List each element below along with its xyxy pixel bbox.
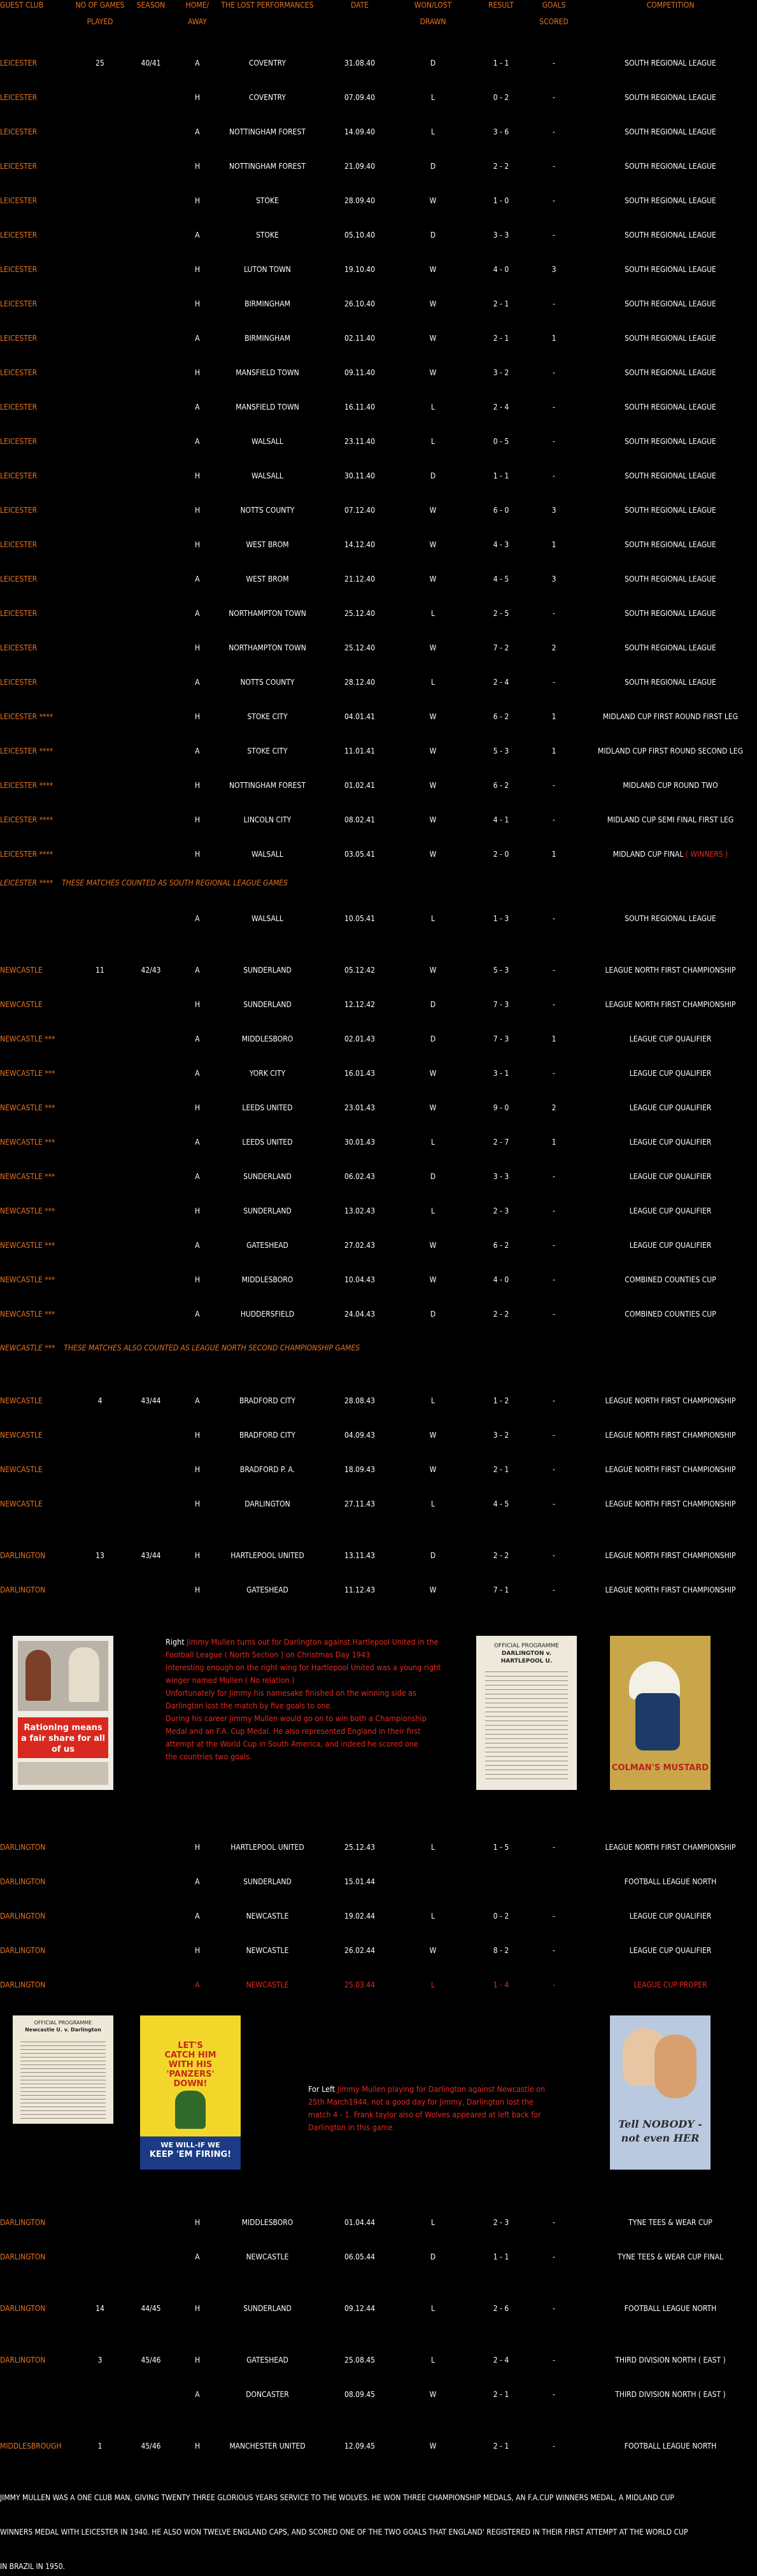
cell-club: DARLINGTON — [0, 1980, 46, 1989]
header-competition: COMPETITION — [646, 1, 695, 10]
table-row: LEICESTER H STOKE 28.09.40 W 1 - 0 - SOUTH REGIONAL LEAGUE — [0, 196, 716, 205]
cell-club: DARLINGTON — [0, 2252, 46, 2261]
cell-club: NEWCASTLE *** — [0, 1138, 55, 1147]
table-row: LEICESTER **** A STOKE CITY 11.01.41 W 5 - 3 1 MIDLAND CUP FIRST ROUND SECOND LEG — [0, 747, 743, 755]
table-row: LEICESTER H BIRMINGHAM 26.10.40 W 2 - 1 - SOUTH REGIONAL LEAGUE — [0, 299, 716, 308]
table-row: NEWCASTLE *** A LEEDS UNITED 30.01.43 L 2 - 7 1 LEAGUE CUP QUALIFIER — [0, 1138, 712, 1147]
table-row: LEICESTER H WALSALL 30.11.40 D 1 - 1 - SOUTH REGIONAL LEAGUE — [0, 471, 716, 480]
cell-club: MIDDLESBROUGH — [0, 2442, 62, 2451]
header-won-lost-2: DRAWN — [420, 17, 446, 26]
table-row: LEICESTER A MANSFIELD TOWN 16.11.40 L 2 - 4 - SOUTH REGIONAL LEAGUE — [0, 403, 716, 411]
cell-club: DARLINGTON — [0, 1585, 46, 1594]
table-row: NEWCASTLE *** A MIDDLESBORO 02.01.43 D 7 - 3 1 LEAGUE CUP QUALIFIER — [0, 1034, 712, 1043]
cell-club: LEICESTER — [0, 231, 38, 240]
header-guest-club: GUEST CLUB — [0, 1, 44, 10]
cell-club: LEICESTER — [0, 127, 38, 136]
caption-left: For Left Jimmy Mullen playing for Darlington against Newcastle on 25th March1944, not a good day for Jimmy, Darlington lost the match 4 - 1. Frank taylor also of Wolves appeared at left back for Darlington in this game. — [308, 2084, 546, 2132]
table-row: NEWCASTLE H BRADFORD CITY 04.09.43 W 3 - 2 - LEAGUE NORTH FIRST CHAMPIONSHIP — [0, 1431, 736, 1440]
cell-club: LEICESTER — [0, 334, 38, 343]
header-date: DATE — [351, 1, 369, 10]
header-goals-1: GOALS — [542, 1, 566, 10]
table-row: DARLINGTON H HARTLEPOOL UNITED 25.12.43 L 1 - 5 - LEAGUE NORTH FIRST CHAMPIONSHIP — [0, 1843, 736, 1852]
header-goals-2: SCORED — [539, 17, 569, 26]
table-row: LEICESTER A WALSALL 23.11.40 L 0 - 5 - SOUTH REGIONAL LEAGUE — [0, 437, 716, 446]
cell-club: LEICESTER **** — [0, 781, 53, 790]
cell-club: LEICESTER — [0, 506, 38, 515]
caption-left-lead: For Left — [308, 2084, 336, 2094]
cell-club: LEICESTER — [0, 678, 38, 687]
programme-darlington-hartlepool: OFFICIAL PROGRAMME DARLINGTON v. HARTLEPOOL U. — [476, 1636, 577, 1790]
cell-club: NEWCASTLE — [0, 1431, 43, 1440]
table-row: LEICESTER A BIRMINGHAM 02.11.40 W 2 - 1 1 SOUTH REGIONAL LEAGUE — [0, 334, 716, 343]
table-row: A WALSALL 10.05.41 L 1 - 3 - SOUTH REGIONAL LEAGUE — [195, 914, 716, 923]
caption-right-lead: Right — [166, 1637, 185, 1647]
note-leicester-text: THESE MATCHES COUNTED AS SOUTH REGIONAL LEAGUE GAMES — [62, 878, 288, 887]
cell-club: LEICESTER — [0, 471, 38, 480]
table-row: LEICESTER **** H LINCOLN CITY 08.02.41 W 4 - 1 - MIDLAND CUP SEMI FINAL FIRST LEG — [0, 815, 734, 824]
footer-line-1: JIMMY MULLEN WAS A ONE CLUB MAN, GIVING TWENTY THREE GLORIOUS YEARS SERVICE TO THE WOLVES. HE WON THREE CHAMPIONSHIP MEDALS, AN F.A.CUP WINNERS MEDAL, A MIDLAND CUP — [0, 2493, 674, 2502]
header-home-away-1: HOME/ — [185, 1, 209, 10]
caption-right: Right Jimmy Mullen turns out for Darlington against Hartlepool United in the Football League ( North Section ) on Christmas Day 1943 Interesting enough on the right wing for Hartlepool United was a young right winger named Mullen ( No relation ) Unfortunately for Jimmy his namesake finished on the winning side as Darlington lost the match by five goals to one. During his career Jimmy Mullen would go on to win both a Championship Medal and an F.A. Cup Medal. He also represented England in their first attempt at the World Cup in South America, and indeed he scored one the countries two goals. — [166, 1637, 441, 1761]
cell-club: LEICESTER — [0, 437, 38, 446]
note-newcastle — [0, 1343, 360, 1352]
header-home-away-2: AWAY — [188, 17, 207, 26]
table-row: DARLINGTON A NEWCASTLE 25.03.44 L 1 - 4 - LEAGUE CUP PROPER — [0, 1980, 707, 1989]
table-row: LEICESTER A WEST BROM 21.12.40 W 4 - 5 3 SOUTH REGIONAL LEAGUE — [0, 575, 716, 583]
cell-club: LEICESTER **** — [0, 850, 53, 859]
table-row: NEWCASTLE *** H LEEDS UNITED 23.01.43 W 9 - 0 2 LEAGUE CUP QUALIFIER — [0, 1103, 712, 1112]
cell-club: LEICESTER — [0, 93, 38, 102]
cell-club: NEWCASTLE *** — [0, 1206, 55, 1215]
table-row: NEWCASTLE 11 42/43 A SUNDERLAND 05.12.42 W 5 - 3 - LEAGUE NORTH FIRST CHAMPIONSHIP — [0, 966, 736, 975]
cell-club: LEICESTER — [0, 59, 38, 68]
cell-club: LEICESTER — [0, 540, 38, 549]
cell-club: NEWCASTLE *** — [0, 1034, 55, 1043]
table-row: DARLINGTON H MIDDLESBORO 01.04.44 L 2 - 3 - TYNE TEES & WEAR CUP — [0, 2218, 712, 2227]
footer-line-2: WINNERS MEDAL WITH LEICESTER IN 1940. HE ALSO WON TWELVE ENGLAND CAPS, AND SCORED ONE OF THE TWO GOALS THAT ENGLAND' REGISTERED IN THEIR FIRST ATTEMPT AT THE WORLD CUP — [0, 2528, 688, 2537]
cell-club: DARLINGTON — [0, 2218, 46, 2227]
cell-club: NEWCASTLE — [0, 1465, 43, 1474]
cell-club: NEWCASTLE *** — [0, 1103, 55, 1112]
cell-club: DARLINGTON — [0, 1912, 46, 1921]
cell-club: NEWCASTLE — [0, 966, 43, 975]
cell-club: NEWCASTLE *** — [0, 1069, 55, 1078]
cell-club: NEWCASTLE — [0, 1396, 43, 1405]
panzers-poster: LET'S CATCH HIM WITH HIS 'PANZERS' DOWN! WE WILL-IF WE KEEP 'EM FIRING! — [140, 2015, 241, 2170]
cell-club: LEICESTER — [0, 196, 38, 205]
table-row: DARLINGTON A SUNDERLAND 15.01.44 FOOTBALL LEAGUE NORTH — [0, 1877, 717, 1886]
cell-club: LEICESTER **** — [0, 815, 53, 824]
table-row: LEICESTER H NOTTS COUNTY 07.12.40 W 6 - 0 3 SOUTH REGIONAL LEAGUE — [0, 506, 716, 515]
cell-club: DARLINGTON — [0, 1877, 46, 1886]
cell-club: LEICESTER — [0, 265, 38, 274]
programme-newcastle-darlington: OFFICIAL PROGRAMME Newcastle U. v. Darlington — [13, 2015, 113, 2124]
cell-club: LEICESTER — [0, 609, 38, 618]
cell-club: DARLINGTON — [0, 1946, 46, 1955]
header-opponents: THE LOST PERFORMANCES — [221, 1, 314, 10]
note-leicester-label: LEICESTER **** — [0, 878, 53, 887]
table-row: DARLINGTON H NEWCASTLE 26.02.44 W 8 - 2 - LEAGUE CUP QUALIFIER — [0, 1946, 712, 1955]
table-row: LEICESTER **** H NOTTINGHAM FOREST 01.02.41 W 6 - 2 - MIDLAND CUP ROUND TWO — [0, 781, 718, 790]
cell-club: NEWCASTLE *** — [0, 1310, 55, 1319]
cell-club: LEICESTER — [0, 299, 38, 308]
cell-club: NEWCASTLE — [0, 1000, 43, 1009]
header-season: SEASON — [136, 1, 166, 10]
cell-club: DARLINGTON — [0, 1843, 46, 1852]
table-row: LEICESTER H WEST BROM 14.12.40 W 4 - 3 1 SOUTH REGIONAL LEAGUE — [0, 540, 716, 549]
table-row: LEICESTER 25 40/41 A COVENTRY 31.08.40 D 1 - 1 - SOUTH REGIONAL LEAGUE — [0, 59, 716, 68]
cell-club: LEICESTER **** — [0, 747, 53, 755]
rationing-poster-text: Rationing means a fair share for all of us — [21, 1723, 105, 1754]
table-row: NEWCASTLE *** A GATESHEAD 27.02.43 W 6 - 2 - LEAGUE CUP QUALIFIER — [0, 1241, 712, 1250]
header-won-lost-1: WON/LOST — [414, 1, 452, 10]
table-row: NEWCASTLE *** A YORK CITY 16.01.43 W 3 - 1 - LEAGUE CUP QUALIFIER — [0, 1069, 712, 1078]
cell-club: LEICESTER **** — [0, 712, 53, 721]
cell-club: LEICESTER — [0, 162, 38, 171]
cell-club: DARLINGTON — [0, 1551, 46, 1560]
cell-club: DARLINGTON — [0, 2304, 46, 2313]
table-row: LEICESTER A NOTTINGHAM FOREST 14.09.40 L 3 - 6 - SOUTH REGIONAL LEAGUE — [0, 127, 716, 136]
table-row: DARLINGTON A NEWCASTLE 06.05.44 D 1 - 1 - TYNE TEES & WEAR CUP FINAL — [0, 2252, 723, 2261]
rationing-poster — [13, 1636, 113, 1790]
table-row: NEWCASTLE H BRADFORD P. A. 18.09.43 W 2 - 1 - LEAGUE NORTH FIRST CHAMPIONSHIP — [0, 1465, 736, 1474]
cell-club: LEICESTER — [0, 575, 38, 583]
table-row: LEICESTER A STOKE 05.10.40 D 3 - 3 - SOUTH REGIONAL LEAGUE — [0, 231, 716, 240]
cell-club: NEWCASTLE *** — [0, 1172, 55, 1181]
table-row: NEWCASTLE *** A HUDDERSFIELD 24.04.43 D 2 - 2 - COMBINED COUNTIES CUP — [0, 1310, 716, 1319]
colmans-mustard-poster: COLMAN'S MUSTARD — [610, 1636, 711, 1790]
table-row: NEWCASTLE H SUNDERLAND 12.12.42 D 7 - 3 - LEAGUE NORTH FIRST CHAMPIONSHIP — [0, 1000, 736, 1009]
table-row: LEICESTER H COVENTRY 07.09.40 L 0 - 2 - SOUTH REGIONAL LEAGUE — [0, 93, 716, 102]
note-newcastle-label: NEWCASTLE *** — [0, 1343, 55, 1352]
table-row: LEICESTER A NOTTS COUNTY 28.12.40 L 2 - 4 - SOUTH REGIONAL LEAGUE — [0, 678, 716, 687]
table-row: LEICESTER A NORTHAMPTON TOWN 25.12.40 L 2 - 5 - SOUTH REGIONAL LEAGUE — [0, 609, 716, 618]
table-header — [0, 0, 757, 35]
cell-club: DARLINGTON — [0, 2356, 46, 2365]
note-newcastle-text: THESE MATCHES ALSO COUNTED AS LEAGUE NORTH SECOND CHAMPIONSHIP GAMES — [64, 1343, 360, 1352]
cell-club: LEICESTER — [0, 403, 38, 411]
header-games-1: NO OF GAMES — [75, 1, 125, 10]
table-row: LEICESTER H LUTON TOWN 19.10.40 W 4 - 0 3 SOUTH REGIONAL LEAGUE — [0, 265, 716, 274]
table-row: DARLINGTON 14 44/45 H SUNDERLAND 09.12.44 L 2 - 6 - FOOTBALL LEAGUE NORTH — [0, 2304, 717, 2313]
table-row: DARLINGTON 3 45/46 H GATESHEAD 25.08.45 L 2 - 4 - THIRD DIVISION NORTH ( EAST ) — [0, 2356, 726, 2365]
table-row: LEICESTER H NORTHAMPTON TOWN 25.12.40 W 7 - 2 2 SOUTH REGIONAL LEAGUE — [0, 643, 716, 652]
table-row: DARLINGTON 13 43/44 H HARTLEPOOL UNITED 13.11.43 D 2 - 2 - LEAGUE NORTH FIRST CHAMPIONSHIP — [0, 1551, 736, 1560]
header-result: RESULT — [488, 1, 514, 10]
cell-club: NEWCASTLE *** — [0, 1241, 55, 1250]
table-row: A DONCASTER 08.09.45 W 2 - 1 - THIRD DIVISION NORTH ( EAST ) — [195, 2390, 726, 2399]
table-row: LEICESTER H MANSFIELD TOWN 09.11.40 W 3 - 2 - SOUTH REGIONAL LEAGUE — [0, 368, 716, 377]
tell-nobody-poster: Tell NOBODY - not even HER — [610, 2015, 711, 2170]
table-row: NEWCASTLE *** H SUNDERLAND 13.02.43 L 2 - 3 - LEAGUE CUP QUALIFIER — [0, 1206, 712, 1215]
cell-club: LEICESTER — [0, 643, 38, 652]
note-leicester — [0, 878, 288, 887]
footer-line-3: IN BRAZIL IN 1950. — [0, 2562, 66, 2571]
table-row: DARLINGTON A NEWCASTLE 19.02.44 L 0 - 2 - LEAGUE CUP QUALIFIER — [0, 1912, 712, 1921]
table-row: MIDDLESBROUGH 1 45/46 H MANCHESTER UNITED 12.09.45 W 2 - 1 - FOOTBALL LEAGUE NORTH — [0, 2442, 717, 2451]
header-games-2: PLAYED — [87, 17, 113, 26]
cell-club: NEWCASTLE — [0, 1499, 43, 1508]
table-row: DARLINGTON H GATESHEAD 11.12.43 W 7 - 1 - LEAGUE NORTH FIRST CHAMPIONSHIP — [0, 1585, 736, 1594]
table-row: LEICESTER H NOTTINGHAM FOREST 21.09.40 D 2 - 2 - SOUTH REGIONAL LEAGUE — [0, 162, 716, 171]
winners-tag: ( WINNERS ) — [683, 850, 728, 859]
cell-club: LEICESTER — [0, 368, 38, 377]
table-row: NEWCASTLE H DARLINGTON 27.11.43 L 4 - 5 - LEAGUE NORTH FIRST CHAMPIONSHIP — [0, 1499, 736, 1508]
table-row: LEICESTER **** H STOKE CITY 04.01.41 W 6 - 2 1 MIDLAND CUP FIRST ROUND FIRST LEG — [0, 712, 739, 721]
table-row: NEWCASTLE 4 43/44 A BRADFORD CITY 28.08.43 L 1 - 2 - LEAGUE NORTH FIRST CHAMPIONSHIP — [0, 1396, 736, 1405]
table-row: LEICESTER **** H WALSALL 03.05.41 W 2 - 0 1 MIDLAND CUP FINAL ( WINNERS ) — [0, 850, 728, 859]
table-row: NEWCASTLE *** A SUNDERLAND 06.02.43 D 3 - 3 - LEAGUE CUP QUALIFIER — [0, 1172, 712, 1181]
table-row: NEWCASTLE *** H MIDDLESBORO 10.04.43 W 4 - 0 - COMBINED COUNTIES CUP — [0, 1275, 716, 1284]
cell-club: NEWCASTLE *** — [0, 1275, 55, 1284]
